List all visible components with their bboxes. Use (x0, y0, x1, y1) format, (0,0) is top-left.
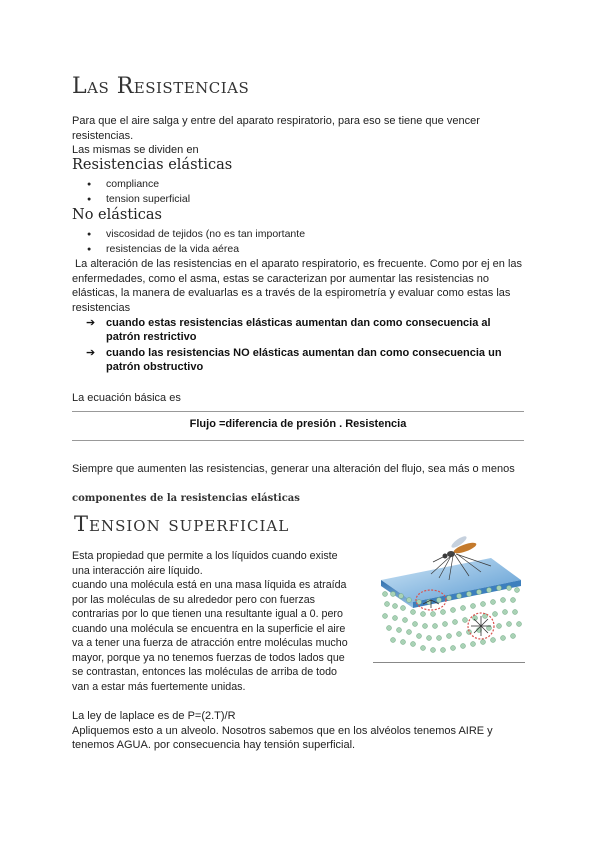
paragraph-line: se contrastan, entonces las moléculas de arriba de todo (72, 666, 337, 678)
page-title: Las Resistencias (72, 74, 250, 99)
paragraph-line: La ley de laplace es de P=(2.T)/R (72, 710, 236, 722)
list-item (72, 316, 542, 344)
divider (72, 440, 524, 441)
paragraph-line: por las moléculas de su alrededor pero con fuerzas (72, 593, 315, 606)
paragraph-line: enfermedades, como el asma, estas se caracterizan por aumentar las resistencias no (72, 272, 489, 285)
list-item (72, 346, 542, 374)
paragraph-line: La alteración de las resistencias en el aparato respiratorio, es frecuente. Como por ej en las (72, 258, 523, 270)
paragraph-line: mayor, porque ya no tenemos fuerzas de todos lados que (72, 651, 345, 664)
intro-line: resistencias. (72, 129, 134, 142)
paragraph-line: cuando una molécula está en una masa líquida es atraída (72, 579, 347, 591)
consecuencias-list (72, 316, 542, 376)
componentes-heading: componentes de la resistencias elásticas (72, 493, 300, 504)
paragraph-line: elásticas, la manera de evaluarlas es a través de la espirometría y evaluar como estas las (72, 287, 511, 299)
tension-paragraph (72, 549, 372, 694)
item-line: patrón obstructivo (106, 361, 204, 373)
alteracion-paragraph (72, 257, 542, 315)
no-elasticas-list (72, 227, 472, 257)
formula: Flujo =diferencia de presión . Resistencia (189, 418, 407, 430)
paragraph-line: cuando una molécula se encuentra en la superficie el aire (72, 622, 346, 635)
list-item: ● tension superficial (72, 192, 472, 207)
intro-line: Las mismas se dividen en (72, 144, 199, 156)
paragraph-line: Esta propiedad que permite a los líquidos cuando existe (72, 550, 338, 562)
intro-line: Para que el aire salga y entre del aparato respiratorio, para eso se tiene que vencer (72, 115, 480, 127)
intro-paragraph (72, 114, 532, 158)
paragraph-line: Apliquemos esto a un alveolo. Nosotros sabemos que en los alvéolos tenemos AIRE y (72, 724, 493, 737)
ecuacion-intro: La ecuación básica es (72, 392, 181, 404)
elasticas-list (72, 177, 472, 207)
paragraph-line: una interacción aire líquido. (72, 564, 203, 577)
elasticas-heading: Resistencias elásticas (72, 157, 233, 173)
paragraph-line: van a estar más fuertemente unidas. (72, 680, 246, 693)
list-item: ● compliance (72, 177, 472, 192)
laplace-paragraph (72, 709, 542, 753)
paragraph-line: contrarias por lo que tienen una resultante igual a 0. pero (72, 608, 343, 620)
item-line: ➔ cuando estas resistencias elásticas aumentan dan como consecuencia al (106, 317, 491, 329)
paragraph-line: tenemos AGUA. por consecuencia hay tensión superficial. (72, 739, 356, 751)
paragraph-line: va a tener una fuerza de atracción entre moléculas mucho (72, 637, 348, 649)
item-line: patrón restrictivo (106, 331, 197, 343)
siempre-line: Siempre que aumenten las resistencias, generar una alteración del flujo, sea más o menos (72, 463, 515, 475)
divider (72, 411, 524, 412)
no-elasticas-heading: No elásticas (72, 207, 163, 223)
list-item: ● viscosidad de tejidos (no es tan importante (72, 227, 472, 242)
tension-heading: Tension superficial (74, 512, 290, 536)
surface-tension-illustration (373, 528, 525, 663)
list-item: ● resistencias de la vida aérea (72, 242, 472, 257)
paragraph-line: resistencias (72, 301, 131, 314)
item-line: ➔ cuando las resistencias NO elásticas aumentan dan como consecuencia un (106, 347, 502, 359)
water-molecules-image (373, 528, 525, 662)
